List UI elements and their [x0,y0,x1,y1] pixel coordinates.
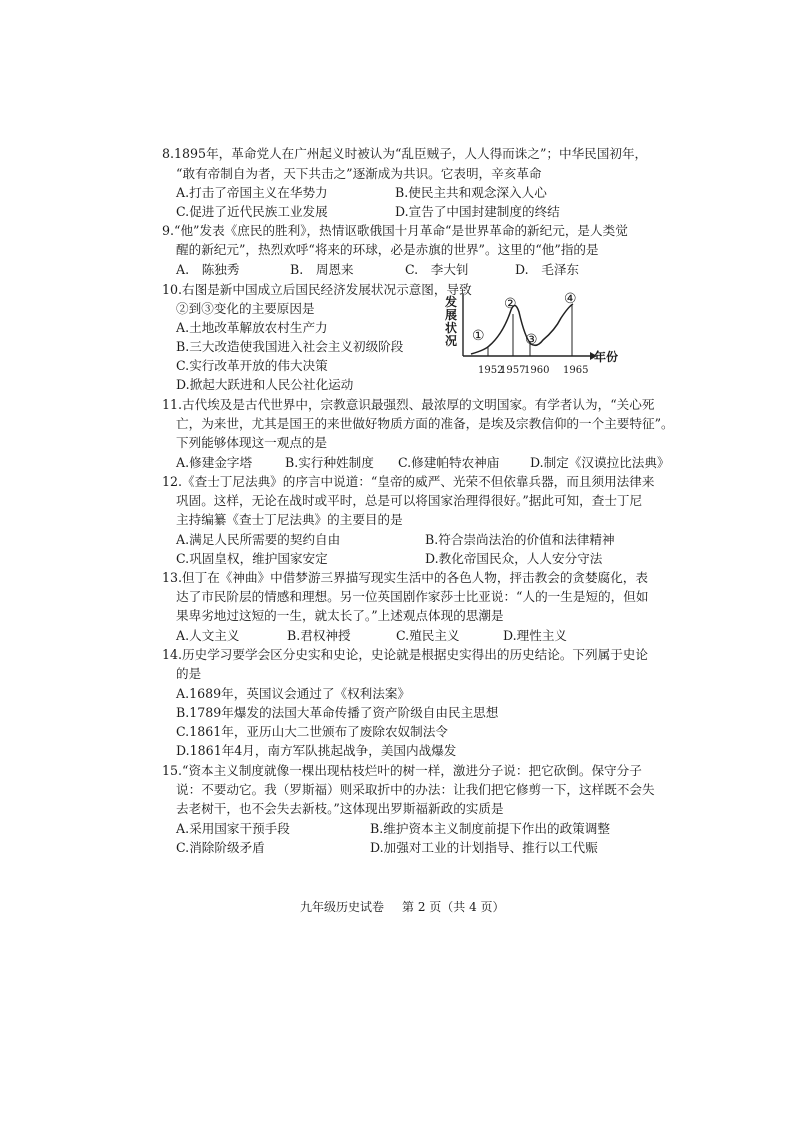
diagram-ylabel-char-4: 况 [445,334,458,348]
q11-option-c: C.修建帕特农神庙 [398,455,500,470]
q15-stem-line-3: 去老树干，也不会失去新枝。”这体现出罗斯福新政的实质是 [176,801,504,816]
diagram-point-1: ① [472,328,485,344]
q15-option-b: B.维护资本主义制度前提下作出的政策调整 [370,821,610,836]
q9-option-a: A. 陈独秀 [176,262,240,277]
q13-option-b: B.君权神授 [287,628,351,643]
q9-option-c: C. 李大钊 [405,262,469,277]
q10-option-c: C.实行改革开放的伟大决策 [176,358,328,373]
q12-stem-line-3: 主持编纂《查士丁尼法典》的主要目的是 [176,512,403,527]
q12-stem-line-1: 12.《查士丁尼法典》的序言中说道：“皇帝的威严、光荣不但依靠兵器，而且须用法律来 [162,474,655,489]
diagram-label-1960: 1960 [524,365,550,376]
q11-option-a: A.修建金字塔 [176,455,253,470]
q8-option-a: A.打击了帝国主义在华势力 [176,185,328,200]
q13-option-a: A.人文主义 [176,628,240,643]
diagram-xlabel: 年份 [594,350,619,364]
q9-option-b: B. 周恩来 [290,262,354,277]
diagram-ylabel-char-2: 展 [445,308,458,322]
q15-option-a: A.采用国家干预手段 [176,821,290,836]
q14-stem-line-2: 的是 [176,666,202,681]
diagram-point-4: ④ [564,292,577,307]
q13-stem-line-2: 达了市民阶层的情感和理想。另一位英国剧作家莎士比亚说：“人的一生是短的，但如 [176,589,649,604]
q9-option-d: D. 毛泽东 [515,262,580,277]
q12-option-b: B.符合崇尚法治的价值和法律精神 [425,532,615,547]
q10-stem-line-1: 10.右图是新中国成立后国民经济发展状况示意图，导致 [162,282,472,297]
q8-option-b: B.使民主共和观念深入人心 [395,185,547,200]
footer-page-number: 第 2 页（共 4 页） [402,900,505,914]
diagram-label-1952: 1952 [478,365,504,376]
diagram-label-1965: 1965 [563,365,589,376]
q12-stem-line-2: 巩固。这样，无论在战时或平时，总是可以将国家治理得很好。”据此可知，查士丁尼 [176,493,643,508]
diagram-ylabel-char-1: 发 [445,295,458,309]
economy-development-diagram [445,292,625,382]
q13-stem-line-1: 13.但丁在《神曲》中借梦游三界描写现实生活中的各色人物，抨击教会的贪婪腐化，表 [162,570,648,585]
q8-stem-line-2: “敢有帝制自为者，天下共击之”逐渐成为共识。它表明，辛亥革命 [176,166,542,181]
q10-stem-line-2: ②到③变化的主要原因是 [176,301,315,316]
q12-option-c: C.巩固皇权，维护国家安定 [176,551,328,566]
q14-option-c: C.1861年，亚历山大二世颁布了废除农奴制法令 [176,724,448,739]
q11-stem-line-2: 亡，为来世，尤其是国王的来世做好物质方面的准备，是埃及宗教信仰的一个主要特征”。 [176,416,674,431]
q14-option-d: D.1861年4月，南方军队挑起战争，美国内战爆发 [176,743,457,758]
q15-option-c: C.消除阶级矛盾 [176,840,265,855]
q13-option-c: C.殖民主义 [396,628,460,643]
q14-stem-line-1: 14.历史学习要学会区分史实和史论，史论就是根据史实得出的历史结论。下列属于史论 [162,647,648,662]
diagram-development-curve [471,304,573,354]
q8-stem-line-1: 8.1895年，革命党人在广州起义时被认为“乱臣贼子，人人得而诛之”；中华民国初年， [162,146,648,161]
q10-option-d: D.掀起大跃进和人民公社化运动 [176,377,354,392]
q10-option-b: B.三大改造使我国进入社会主义初级阶段 [176,339,404,354]
q15-stem-line-1: 15.“资本主义制度就像一棵出现枯枝烂叶的树一样，激进分子说：把它砍倒。保守分子 [162,763,642,778]
q12-option-d: D.教化帝国民众，人人安分守法 [425,551,603,566]
footer-paper-title: 九年级历史试卷 [300,900,385,914]
q8-option-c: C.促进了近代民族工业发展 [176,204,328,219]
q13-option-d: D.理性主义 [503,628,568,643]
q11-option-d: D.制定《汉谟拉比法典》 [530,455,670,470]
q14-option-a: A.1689年，英国议会通过了《权利法案》 [176,686,411,701]
q14-option-b: B.1789年爆发的法国大革命传播了资产阶级自由民主思想 [176,705,499,720]
q9-stem-line-1: 9.“他”发表《庶民的胜利》，热情讴歌俄国十月革命“是世界革命的新纪元，是人类觉 [162,223,628,238]
diagram-point-2: ② [504,296,517,312]
q13-stem-line-3: 果卑劣地过这短的一生，就太长了。”上述观点体现的思潮是 [176,608,504,623]
diagram-label-1957: 1957 [500,365,526,376]
diagram-ylabel-char-3: 状 [445,321,458,335]
q9-stem-line-2: 醒的新纪元”，热烈欢呼“将来的环球，必是赤旗的世界”。这里的“他”指的是 [176,242,599,257]
q12-option-a: A.满足人民所需要的契约自由 [176,532,341,547]
q8-option-d: D.宣告了中国封建制度的终结 [395,204,560,219]
q11-stem-line-1: 11.古代埃及是古代世界中，宗教意识最强烈、最浓厚的文明国家。有学者认为，“关心死 [162,397,655,412]
q11-option-b: B.实行种姓制度 [285,455,374,470]
q15-option-d: D.加强对工业的计划指导、推行以工代赈 [370,840,598,855]
q10-option-a: A.土地改革解放农村生产力 [176,320,328,335]
q15-stem-line-2: 说：不要动它。我（罗斯福）则采取折中的办法：让我们把它修剪一下，这样既不会失 [176,782,655,797]
q11-stem-line-3: 下列能够体现这一观点的是 [176,435,328,450]
diagram-point-3: ③ [525,332,538,348]
